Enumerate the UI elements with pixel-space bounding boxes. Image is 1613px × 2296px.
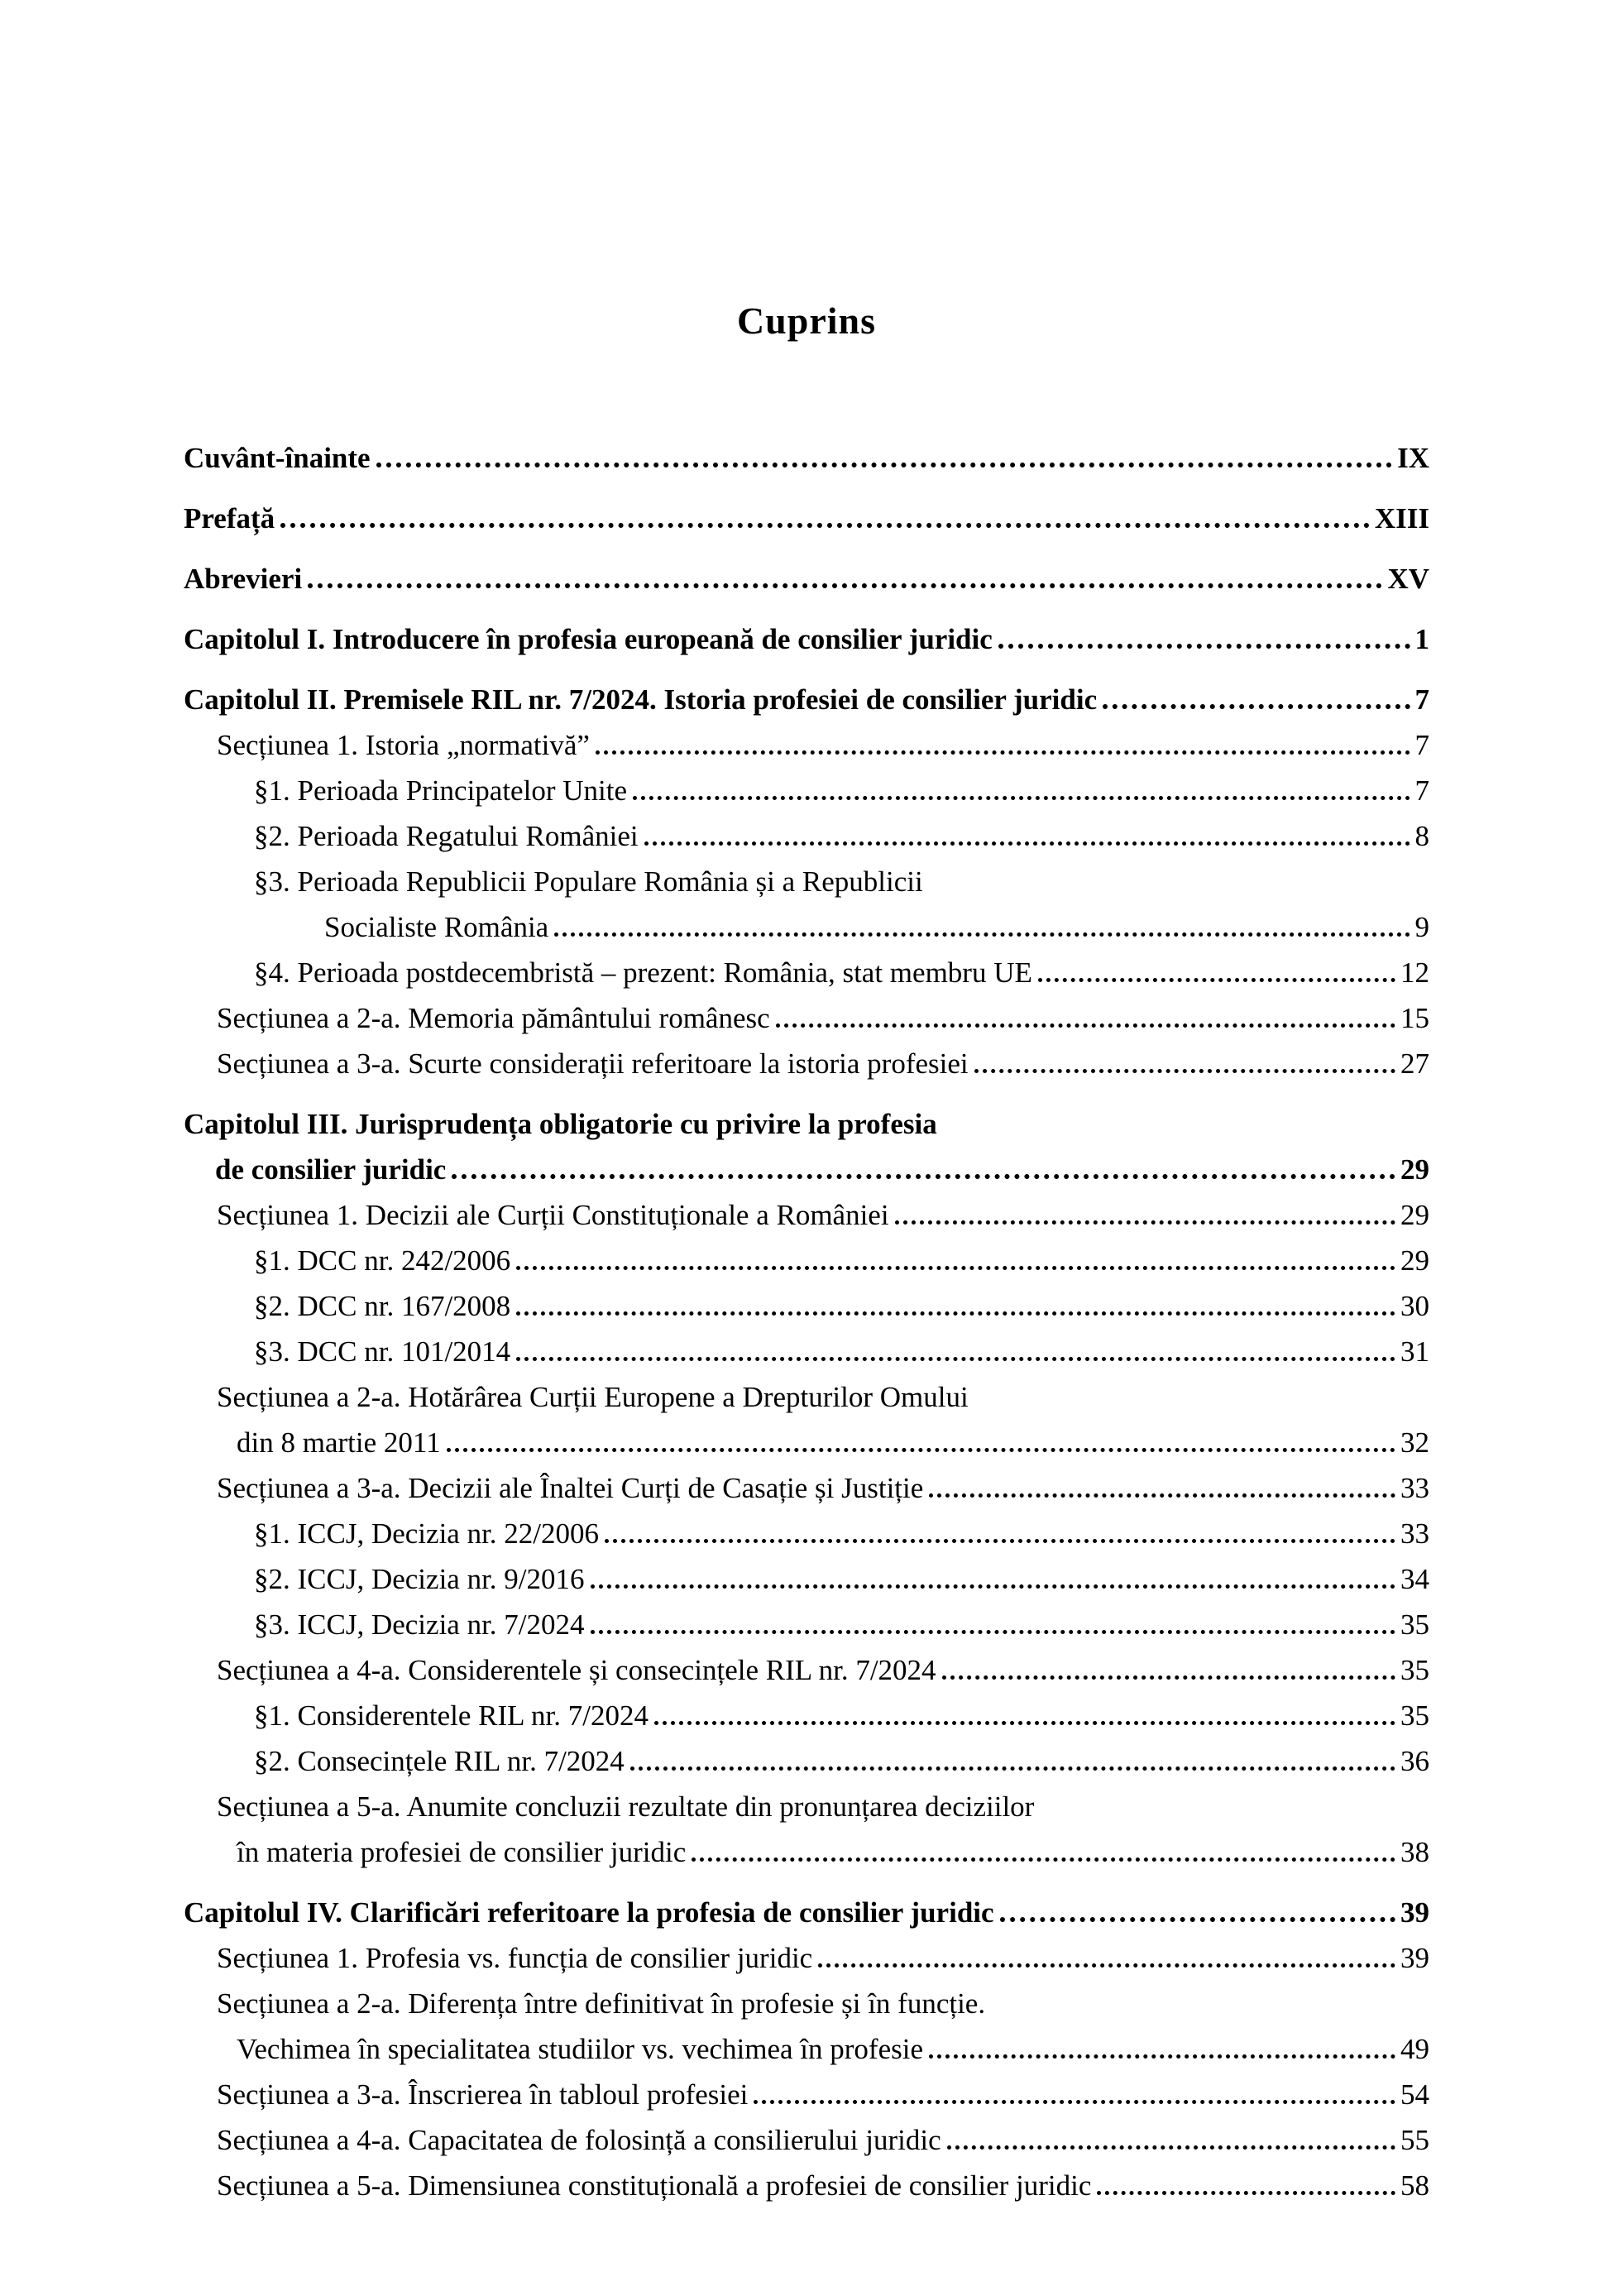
- toc-entry-line: [184, 1192, 1429, 1238]
- toc-entry-line: [184, 616, 1429, 662]
- toc-entry-label: Secțiunea a 3-a. Decizii ale Înaltei Curți de Casație și Justiție: [217, 1472, 924, 1504]
- toc-entry-label: Secțiunea a 3-a. Înscrierea în tabloul profesiei: [217, 2078, 749, 2111]
- toc-list: [184, 435, 1429, 2208]
- toc-entry: [184, 1647, 1429, 1693]
- toc-entry: [184, 435, 1429, 481]
- page-number: IX: [1397, 442, 1429, 474]
- toc-entry: [184, 950, 1429, 995]
- dot-leader: [947, 2145, 1395, 2150]
- toc-entry: [184, 556, 1429, 602]
- toc-entry-line: [184, 995, 1429, 1041]
- dot-leader: [630, 1766, 1395, 1771]
- toc-entry-line: [184, 1890, 1429, 1935]
- toc-entry-label: Secțiunea a 4-a. Capacitatea de folosință a consilierului juridic: [217, 2124, 941, 2156]
- toc-entry-line: [184, 1147, 1429, 1192]
- toc-entry-line: [184, 1420, 1429, 1465]
- toc-entry-label: Prefață: [184, 502, 275, 534]
- page-number: 49: [1400, 2033, 1429, 2065]
- toc-entry-label: Secțiunea a 5-a. Anumite concluzii rezultate din pronunțarea deciziilor: [217, 1790, 1035, 1823]
- toc-entry-label: §2. Perioada Regatului României: [254, 820, 639, 852]
- toc-entry: [184, 677, 1429, 722]
- toc-entry-label: Secțiunea a 2-a. Memoria pământului românesc: [217, 1002, 770, 1034]
- toc-entry: [184, 1374, 1429, 1465]
- toc-entry-line: [184, 1556, 1429, 1602]
- toc-entry-label: Secțiunea a 2-a. Diferența între definitivat în profesie și în funcție.: [217, 1987, 986, 2020]
- toc-entry-label: Secțiunea 1. Profesia vs. funcția de consilier juridic: [217, 1942, 813, 1974]
- toc-entry-line: [184, 768, 1429, 813]
- toc-entry-line: [184, 859, 1429, 904]
- dot-leader: [1103, 704, 1410, 709]
- toc-entry-label: §2. DCC nr. 167/2008: [254, 1290, 511, 1322]
- page-number: 34: [1400, 1563, 1429, 1595]
- page-number: XIII: [1374, 502, 1429, 534]
- toc-entry: [184, 1465, 1429, 1511]
- dot-leader: [591, 1584, 1395, 1589]
- toc-entry: [184, 722, 1429, 768]
- toc-entry: [184, 1693, 1429, 1738]
- dot-leader: [376, 463, 1393, 467]
- toc-entry-line: [184, 1829, 1429, 1875]
- toc-entry-line: [184, 435, 1429, 481]
- toc-entry-line: [184, 2072, 1429, 2117]
- dot-leader: [516, 1266, 1395, 1270]
- dot-leader: [974, 1069, 1395, 1073]
- toc-entry-line: [184, 1935, 1429, 1981]
- dot-leader: [596, 750, 1410, 755]
- toc-entry-line: [184, 950, 1429, 995]
- toc-entry: [184, 1192, 1429, 1238]
- toc-entry-line: [184, 1647, 1429, 1693]
- toc-entry-line: [184, 904, 1429, 950]
- page-number: 9: [1414, 911, 1429, 943]
- toc-entry-label: Secțiunea a 5-a. Dimensiunea constituțională a profesiei de consilier juridic: [217, 2169, 1092, 2202]
- toc-entry: [184, 1738, 1429, 1784]
- toc-entry: [184, 1511, 1429, 1556]
- toc-entry-label: §1. DCC nr. 242/2006: [254, 1244, 511, 1277]
- toc-entry-line: [184, 1511, 1429, 1556]
- toc-entry-label: §3. DCC nr. 101/2014: [254, 1335, 511, 1368]
- page-number: 7: [1414, 729, 1429, 761]
- page-number: 29: [1400, 1244, 1429, 1277]
- dot-leader: [942, 1675, 1395, 1680]
- page-number: 33: [1400, 1472, 1429, 1504]
- toc-entry-label: §1. Considerentele RIL nr. 7/2024: [254, 1699, 649, 1732]
- dot-leader: [644, 841, 1410, 846]
- page-number: 7: [1414, 774, 1429, 807]
- toc-entry-line: [184, 1101, 1429, 1147]
- dot-leader: [1000, 1917, 1395, 1922]
- toc-entry-line: [184, 2163, 1429, 2208]
- toc-entry-label: în materia profesiei de consilier juridic: [237, 1836, 687, 1868]
- page-number: 29: [1400, 1153, 1429, 1186]
- toc-entry-label: Capitolul II. Premisele RIL nr. 7/2024. Istoria profesiei de consilier juridic: [184, 683, 1098, 716]
- toc-entry: [184, 1101, 1429, 1192]
- toc-entry-label: §1. Perioada Principatelor Unite: [254, 774, 627, 807]
- toc-entry-line: [184, 2026, 1429, 2072]
- toc-entry: [184, 768, 1429, 813]
- toc-entry: [184, 995, 1429, 1041]
- toc-entry-line: [184, 496, 1429, 541]
- page-number: 15: [1400, 1002, 1429, 1034]
- toc-entry-label: Abrevieri: [184, 563, 303, 595]
- dot-leader: [776, 1023, 1395, 1028]
- toc-entry-label: Vechimea în specialitatea studiilor vs. vechimea în profesie: [237, 2033, 923, 2065]
- toc-entry: [184, 1283, 1429, 1329]
- toc-entry-label: §2. Consecințele RIL nr. 7/2024: [254, 1745, 625, 1777]
- page-number: 29: [1400, 1199, 1429, 1231]
- dot-leader: [633, 796, 1410, 800]
- page-number: 35: [1400, 1699, 1429, 1732]
- page-number: 1: [1414, 623, 1429, 655]
- toc-entry-line: [184, 1238, 1429, 1283]
- dot-leader: [1097, 2191, 1395, 2195]
- toc-entry: [184, 616, 1429, 662]
- toc-entry-line: [184, 677, 1429, 722]
- toc-entry-label: §3. Perioada Republicii Populare România și a Republicii: [254, 865, 923, 898]
- dot-leader: [929, 2054, 1395, 2059]
- toc-entry-line: [184, 1981, 1429, 2026]
- dot-leader: [754, 2100, 1395, 2104]
- toc-entry: [184, 1238, 1429, 1283]
- toc-entry-label: Capitolul I. Introducere în profesia europeană de consilier juridic: [184, 623, 993, 655]
- toc-entry: [184, 1556, 1429, 1602]
- dot-leader: [516, 1357, 1395, 1361]
- toc-entry: [184, 496, 1429, 541]
- page-number: 39: [1400, 1942, 1429, 1974]
- dot-leader: [818, 1963, 1395, 1968]
- toc-entry-line: [184, 722, 1429, 768]
- toc-entry-label: Secțiunea 1. Istoria „normativă”: [217, 729, 590, 761]
- page-number: 55: [1400, 2124, 1429, 2156]
- toc-entry-label: Secțiunea a 3-a. Scurte considerații referitoare la istoria profesiei: [217, 1047, 969, 1080]
- page-number: 27: [1400, 1047, 1429, 1080]
- toc-entry-line: [184, 556, 1429, 602]
- page-number: 31: [1400, 1335, 1429, 1368]
- page-number: 35: [1400, 1608, 1429, 1641]
- toc-entry: [184, 1041, 1429, 1086]
- toc-entry-label: Secțiunea a 2-a. Hotărârea Curții Europene a Drepturilor Omului: [217, 1381, 969, 1413]
- toc-entry-label: Capitolul IV. Clarificări referitoare la profesia de consilier juridic: [184, 1896, 994, 1929]
- toc-entry-line: [184, 1329, 1429, 1374]
- toc-entry: [184, 813, 1429, 859]
- toc-entry-line: [184, 1374, 1429, 1420]
- dot-leader: [591, 1630, 1395, 1634]
- page-number: 38: [1400, 1836, 1429, 1868]
- dot-leader: [308, 583, 1382, 588]
- toc-entry-line: [184, 1738, 1429, 1784]
- page-number: 39: [1400, 1896, 1429, 1929]
- page-number: 7: [1414, 683, 1429, 716]
- page-number: 33: [1400, 1517, 1429, 1550]
- toc-entry: [184, 1784, 1429, 1875]
- toc-entry-label: Socialiste România: [324, 911, 549, 943]
- toc-entry-line: [184, 2117, 1429, 2163]
- dot-leader: [452, 1174, 1395, 1179]
- toc-entry-line: [184, 1602, 1429, 1647]
- toc-entry-label: Secțiunea a 4-a. Considerentele și consecințele RIL nr. 7/2024: [217, 1654, 936, 1686]
- dot-leader: [605, 1539, 1395, 1543]
- page-number: 12: [1400, 956, 1429, 989]
- dot-leader: [692, 1857, 1395, 1862]
- dot-leader: [929, 1493, 1395, 1498]
- toc-entry-line: [184, 1465, 1429, 1511]
- toc-entry-label: Cuvânt-înainte: [184, 442, 371, 474]
- toc-entry: [184, 1329, 1429, 1374]
- page-number: 32: [1400, 1426, 1429, 1459]
- page-number: 54: [1400, 2078, 1429, 2111]
- toc-entry-label: §4. Perioada postdecembristă – prezent: România, stat membru UE: [254, 956, 1032, 989]
- dot-leader: [447, 1448, 1395, 1452]
- toc-entry: [184, 2072, 1429, 2117]
- toc-entry: [184, 1890, 1429, 1935]
- toc-entry: [184, 2163, 1429, 2208]
- dot-leader: [998, 644, 1410, 649]
- page-number: XV: [1387, 563, 1429, 595]
- toc-entry: [184, 1935, 1429, 1981]
- dot-leader: [895, 1220, 1395, 1225]
- toc-entry: [184, 859, 1429, 950]
- dot-leader: [554, 932, 1410, 937]
- toc-entry-line: [184, 1693, 1429, 1738]
- dot-leader: [516, 1311, 1395, 1316]
- page-number: 36: [1400, 1745, 1429, 1777]
- toc-entry-line: [184, 1784, 1429, 1829]
- dot-leader: [280, 523, 1370, 528]
- page-number: 30: [1400, 1290, 1429, 1322]
- toc-entry: [184, 1981, 1429, 2072]
- page-number: 35: [1400, 1654, 1429, 1686]
- toc-entry-line: [184, 1041, 1429, 1086]
- toc-entry: [184, 1602, 1429, 1647]
- toc-entry-label: Secțiunea 1. Decizii ale Curții Constituționale a României: [217, 1199, 889, 1231]
- toc-entry-label: §1. ICCJ, Decizia nr. 22/2006: [254, 1517, 600, 1550]
- toc-entry-line: [184, 813, 1429, 859]
- page-title: Cuprins: [736, 300, 877, 342]
- dot-leader: [654, 1721, 1395, 1725]
- page-number: 8: [1414, 820, 1429, 852]
- toc-entry-label: §2. ICCJ, Decizia nr. 9/2016: [254, 1563, 585, 1595]
- toc-entry-line: [184, 1283, 1429, 1329]
- toc-entry-label: §3. ICCJ, Decizia nr. 7/2024: [254, 1608, 585, 1641]
- toc-entry-label: de consilier juridic: [215, 1153, 447, 1186]
- toc-entry-label: Capitolul III. Jurisprudența obligatorie cu privire la profesia: [184, 1108, 937, 1140]
- page-number: 58: [1400, 2169, 1429, 2202]
- toc-entry-label: din 8 martie 2011: [237, 1426, 441, 1459]
- dot-leader: [1038, 978, 1395, 982]
- toc-entry: [184, 2117, 1429, 2163]
